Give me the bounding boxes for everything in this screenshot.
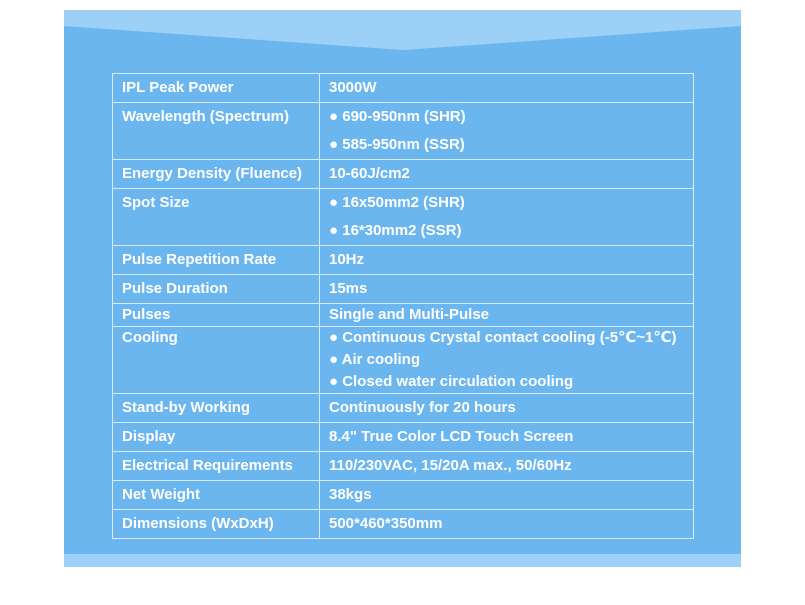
spec-value-line: 110/230VAC, 15/20A max., 50/60Hz [329,457,572,474]
table-row [113,74,694,103]
table-row [113,394,694,423]
table-row [113,189,694,246]
table-row [113,423,694,452]
spec-label: Electrical Requirements [113,452,320,481]
spec-value [320,327,694,394]
spec-value-line: 500*460*350mm [329,515,443,532]
spec-value-line: ● Continuous Crystal contact cooling (-5℃~1℃) [329,329,677,346]
table-row [113,481,694,510]
spec-label: Stand-by Working [113,394,320,423]
spec-label: Pulse Duration [113,275,320,304]
table-row [113,327,694,394]
table-row [113,103,694,160]
spec-value [320,423,694,452]
table-row [113,452,694,481]
spec-label: Spot Size [113,189,320,246]
spec-label: Net Weight [113,481,320,510]
spec-table [112,73,694,539]
table-row [113,160,694,189]
spec-value-line: ● Air cooling [329,351,421,368]
spec-value-line: ● 690-950nm (SHR) [329,108,466,125]
spec-value-line: Single and Multi-Pulse [329,306,490,323]
spec-label [113,327,320,394]
table-row [113,510,694,539]
spec-value-line: 10Hz [329,251,365,268]
spec-value-line: ● Closed water circulation cooling [329,373,574,390]
spec-value-line: ● 16x50mm2 (SHR) [329,194,465,211]
table-row [113,304,694,327]
spec-value-line: 38kgs [329,486,372,503]
spec-value [320,103,694,160]
spec-label: Dimensions (WxDxH) [113,510,320,539]
top-chevron-band [64,10,741,50]
spec-value-line: ● 585-950nm (SSR) [329,136,465,153]
spec-label: Wavelength (Spectrum) [113,103,320,160]
spec-value [320,189,694,246]
spec-value [320,246,694,275]
bottom-band [64,554,741,567]
spec-value-line: Continuously for 20 hours [329,399,516,416]
spec-value [320,510,694,539]
spec-label: Pulse Repetition Rate [113,246,320,275]
spec-label: Display [113,423,320,452]
spec-value [320,452,694,481]
spec-value-line: 3000W [329,79,377,96]
spec-value-line: 8.4" True Color LCD Touch Screen [329,428,574,445]
spec-value-line: ● 16*30mm2 (SSR) [329,222,462,239]
spec-value [320,481,694,510]
spec-label-line: Cooling [122,329,178,346]
spec-value-line: 10-60J/cm2 [329,165,410,182]
spec-label: Energy Density (Fluence) [113,160,320,189]
spec-value [320,275,694,304]
table-row [113,246,694,275]
spec-label: IPL Peak Power [113,74,320,103]
spec-label: Pulses [113,304,320,327]
table-row [113,275,694,304]
spec-value-line: 15ms [329,280,368,297]
spec-value [320,304,694,327]
spec-value [320,394,694,423]
spec-value [320,74,694,103]
spec-value [320,160,694,189]
